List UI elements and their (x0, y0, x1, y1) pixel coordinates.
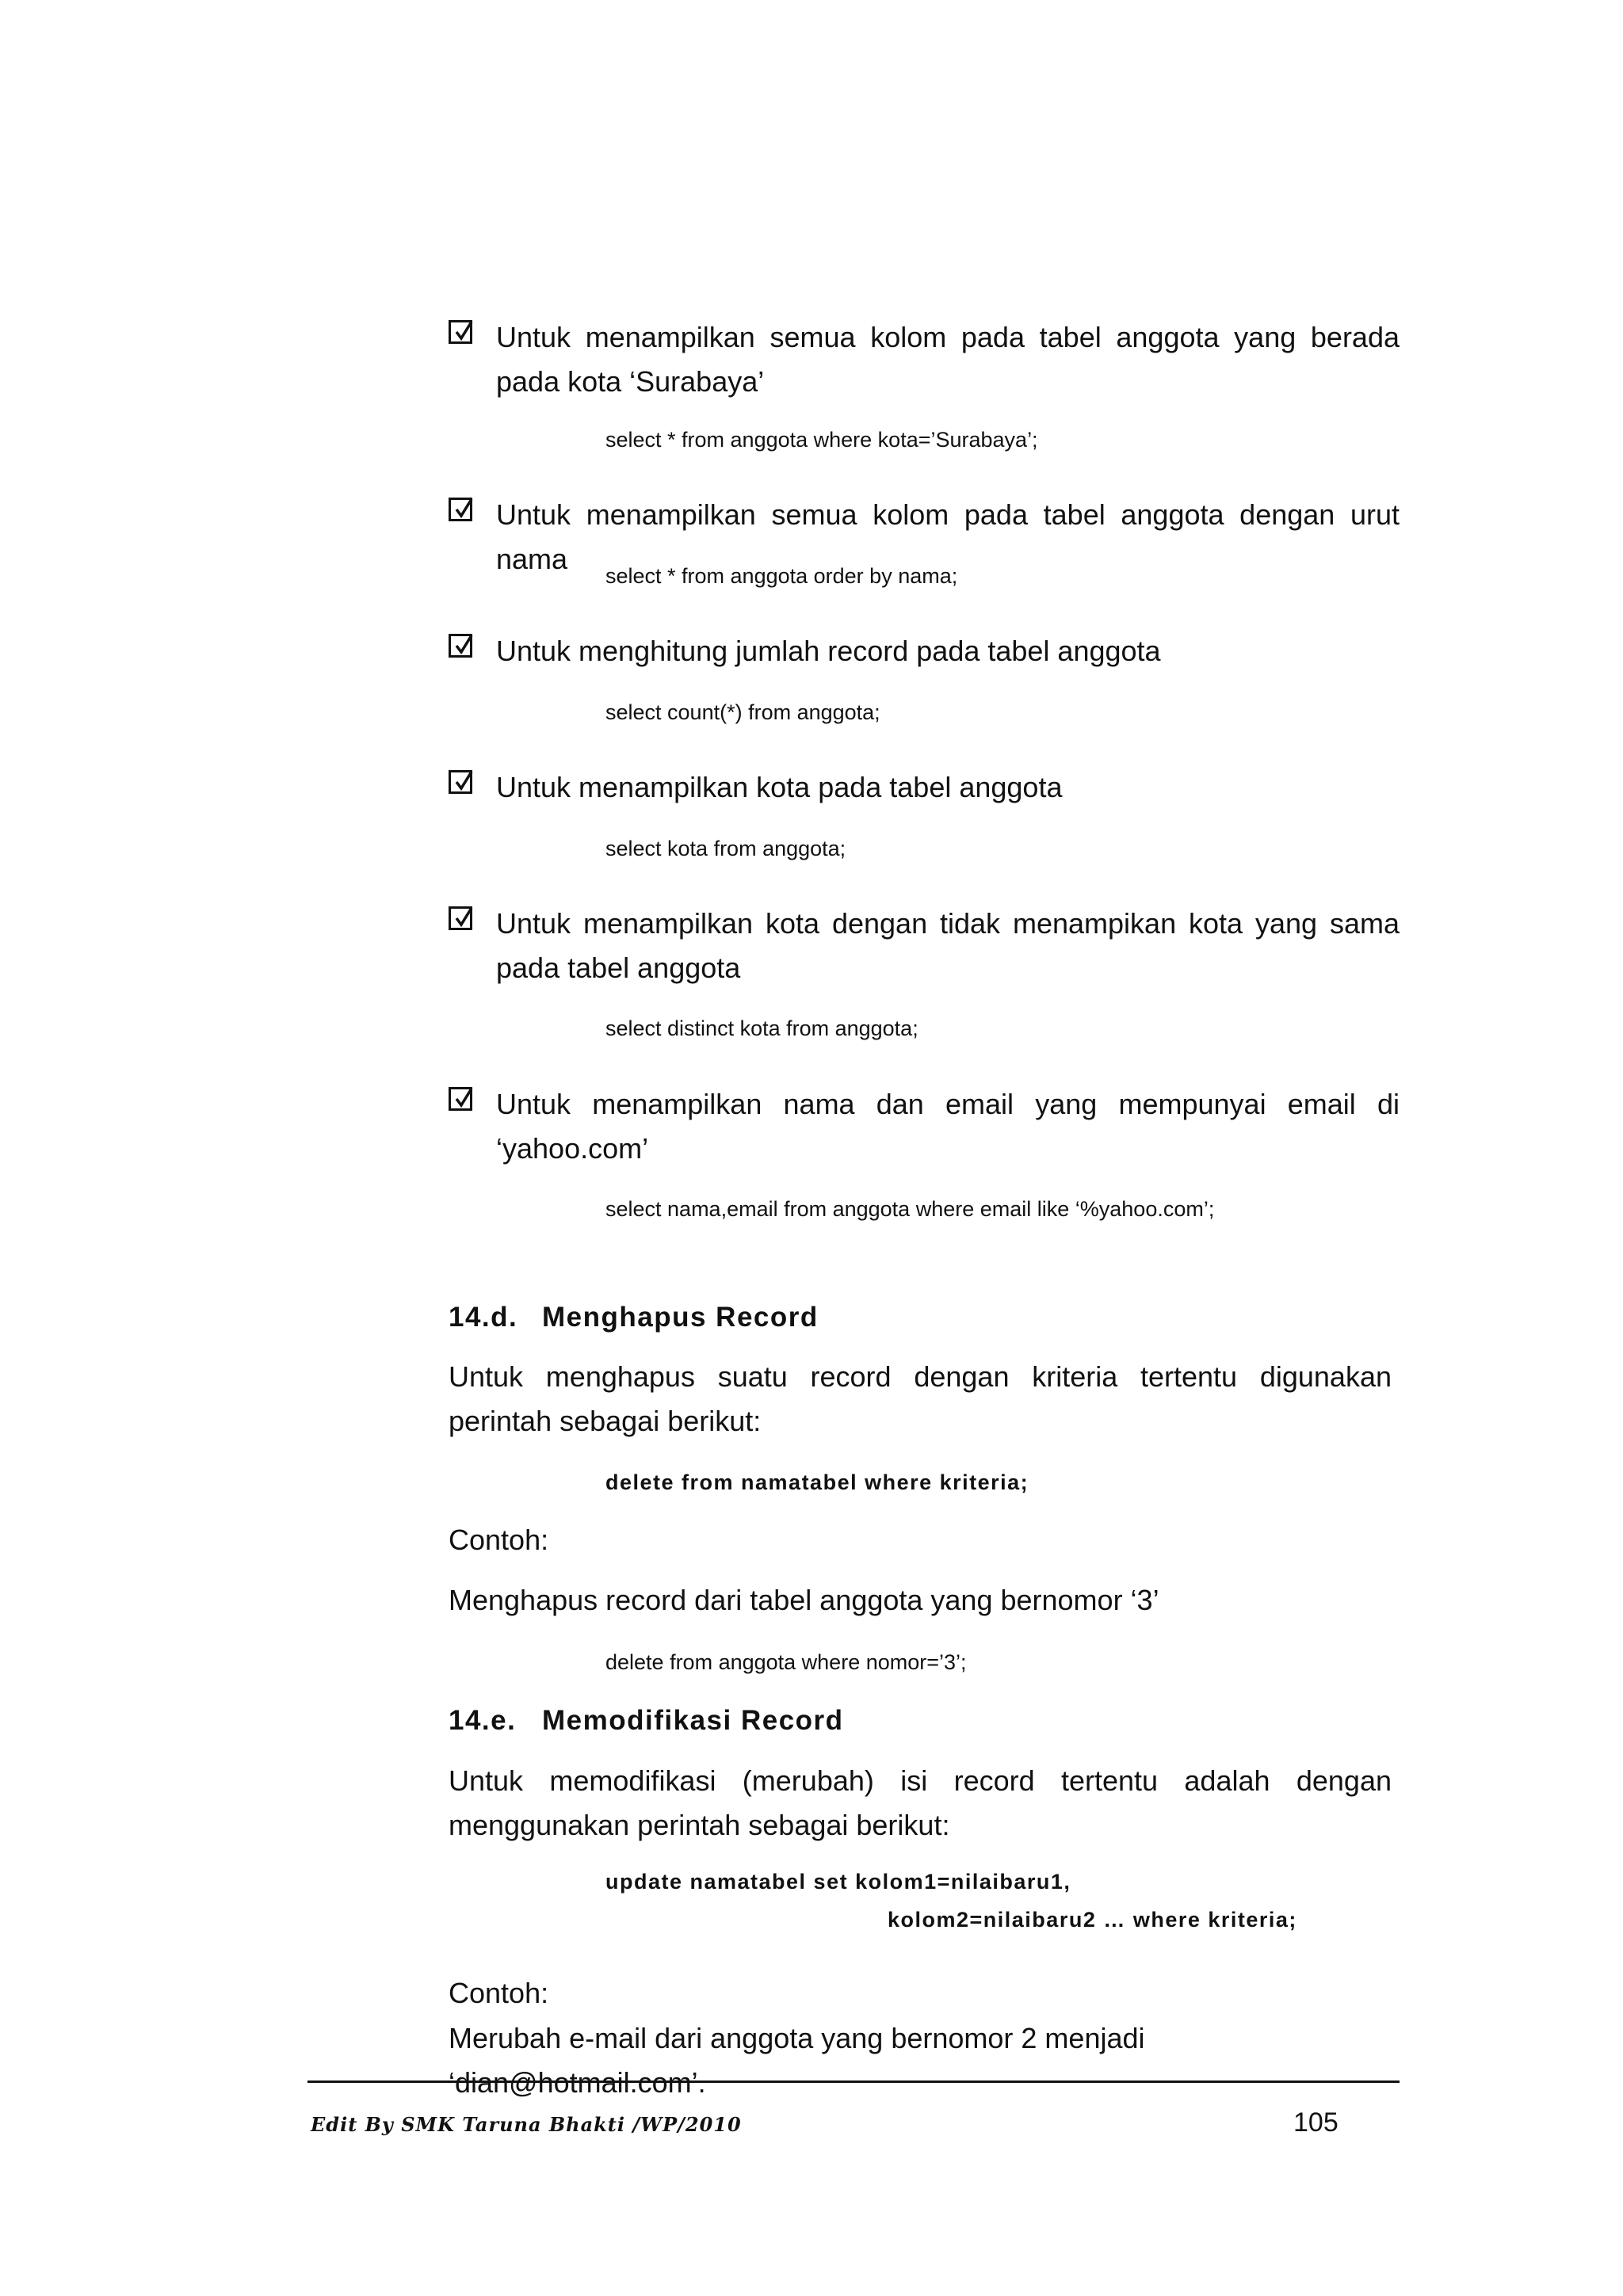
section-number: 14.d. (449, 1302, 518, 1333)
section-number: 14.e. (449, 1705, 517, 1736)
checkbox-checked-icon (449, 634, 472, 658)
sql-code: select kota from anggota; (605, 837, 846, 860)
sql-syntax: update namatabel set kolom1=nilaibaru1, (605, 1870, 1071, 1894)
section-title: Menghapus Record (542, 1302, 819, 1333)
list-item-text: ‘yahoo.com’ (496, 1132, 649, 1165)
list-item-text: Untuk menampilkan kota dengan tidak menampikan kota yang sama pada tabel anggota (496, 907, 1400, 984)
section-title: Memodifikasi Record (542, 1705, 844, 1736)
checkbox-checked-icon (449, 770, 472, 794)
example-label: Contoh: (449, 1977, 549, 2009)
section-paragraph: Untuk memodifikasi (merubah) isi record tertentu adalah dengan menggunakan perintah sebagai berikut: (449, 1764, 1392, 1841)
example-text: Merubah e-mail dari anggota yang bernomor 2 menjadi ‘dian@hotmail.com’. (449, 2022, 1145, 2099)
section-paragraph: Untuk menghapus suatu record dengan kriteria tertentu digunakan perintah sebagai berikut: (449, 1360, 1392, 1437)
checkbox-checked-icon (449, 498, 472, 521)
list-item (449, 315, 1400, 404)
list-item-text: Untuk menghitung jumlah record pada tabel anggota (496, 635, 1161, 667)
list-item (449, 629, 1400, 673)
sql-code: select * from anggota where kota=’Surabaya’; (605, 428, 1038, 452)
example-label: Contoh: (449, 1524, 549, 1556)
sql-code: select distinct kota from anggota; (605, 1016, 918, 1040)
checkbox-checked-icon (449, 1087, 472, 1111)
checkbox-checked-icon (449, 320, 472, 344)
sql-syntax: kolom2=nilaibaru2 … where kriteria; (888, 1908, 1297, 1932)
list-item-text: Untuk menampilkan nama dan email yang mempunyai email di (496, 1088, 1400, 1120)
example-text: Menghapus record dari tabel anggota yang bernomor ‘3’ (449, 1584, 1159, 1616)
section-heading (449, 1703, 844, 1738)
page-number: 105 (1293, 2107, 1338, 2138)
sql-code: select * from anggota order by nama; (605, 564, 958, 588)
section-heading (449, 1300, 819, 1335)
checkbox-checked-icon (449, 906, 472, 930)
sql-syntax: delete from namatabel where kriteria; (605, 1470, 1029, 1494)
list-item (449, 1082, 1400, 1171)
sql-code: select nama,email from anggota where email like ‘%yahoo.com’; (605, 1197, 1215, 1221)
list-item-text: Untuk menampilkan kota pada tabel anggota (496, 771, 1063, 803)
sql-code: select count(*) from anggota; (605, 700, 880, 724)
footer-credit: Edit By SMK Taruna Bhakti /WP/2010 (311, 2113, 742, 2136)
list-item-text: Untuk menampilkan semua kolom pada tabel anggota yang berada pada kota ‘Surabaya’ (496, 321, 1400, 398)
list-item-text: Untuk menampilkan semua kolom pada tabel anggota dengan urut nama (496, 498, 1400, 575)
list-item (449, 902, 1400, 990)
list-item (449, 765, 1400, 810)
footer-divider (307, 2081, 1400, 2083)
sql-code: delete from anggota where nomor=’3’; (605, 1650, 967, 1674)
